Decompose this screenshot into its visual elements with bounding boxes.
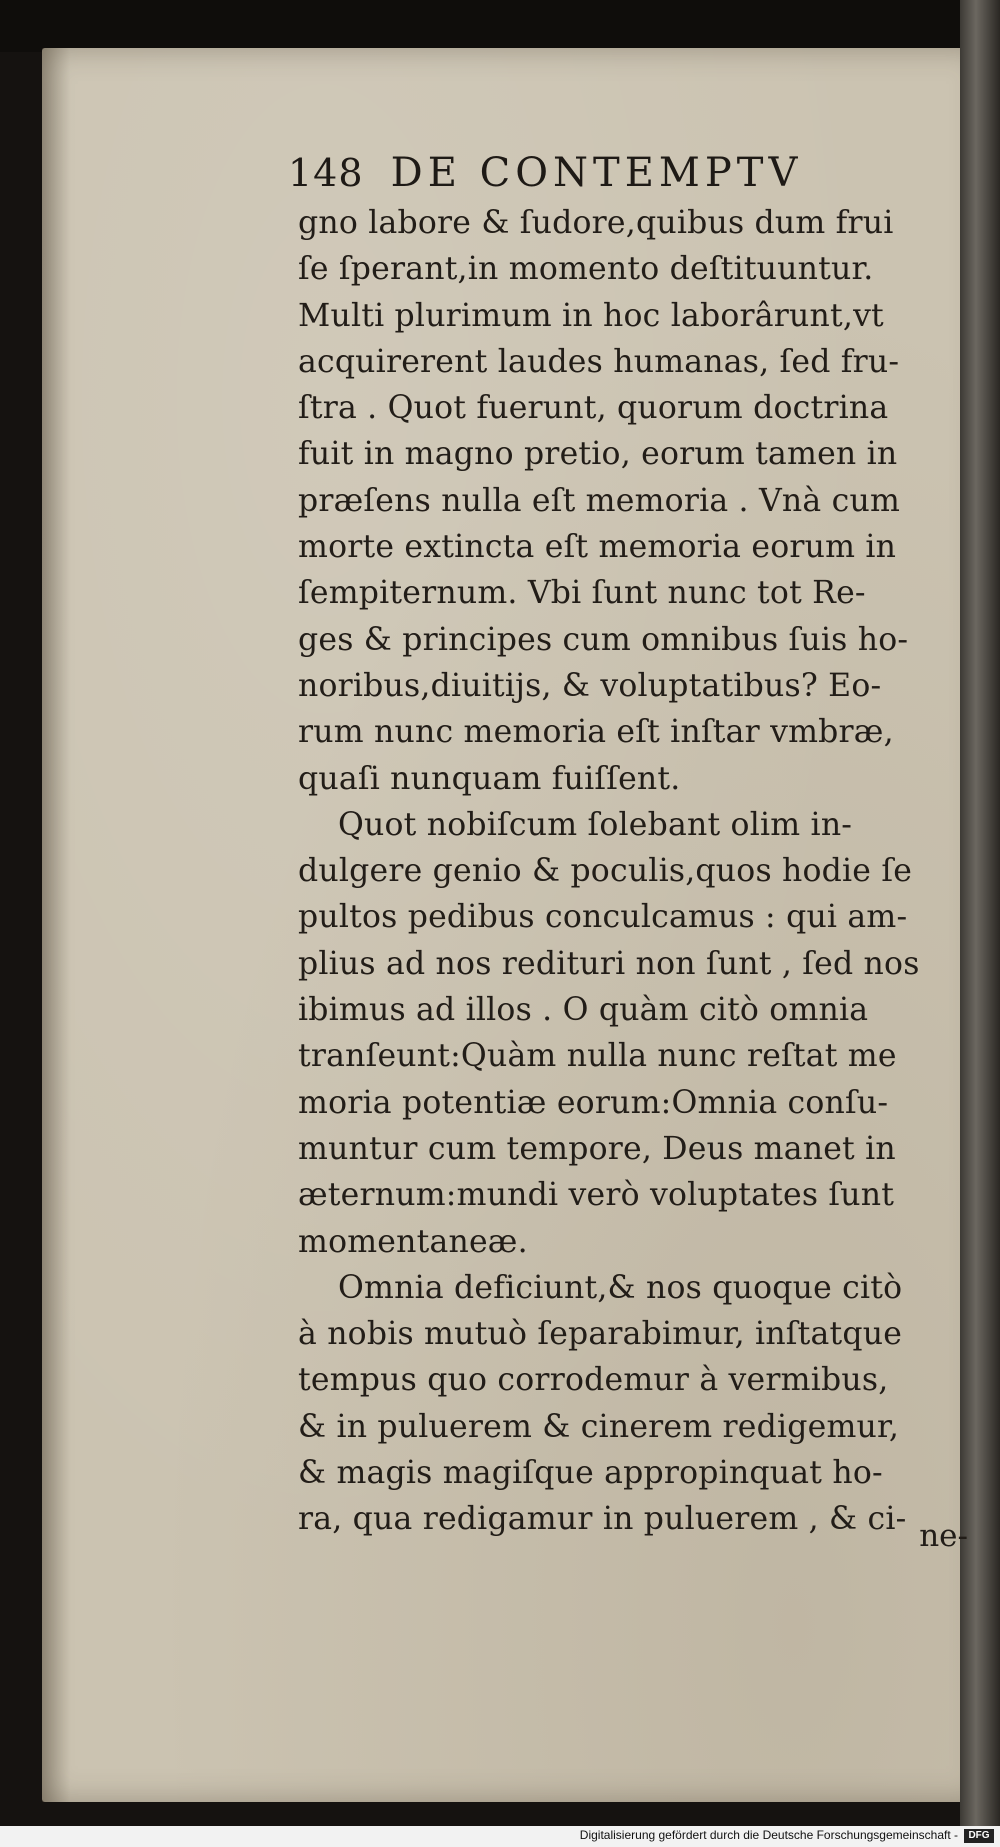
text-line: tempus quo corrodemur à vermibus, [298, 1362, 889, 1399]
catchword: ne- [919, 1518, 968, 1554]
text-line: & magis magiſque appropinquat ho- [298, 1455, 883, 1492]
text-line: morte extincta eſt memoria eorum in [298, 529, 897, 566]
text-line: ibimus ad illos . O quàm citò omnia [298, 992, 869, 1029]
text-line: præſens nulla eſt memoria . Vnà cum [298, 482, 901, 519]
text-line: ra, qua redigamur in puluerem , & ci- [298, 1501, 907, 1538]
funding-credit: Digitalisierung gefördert durch die Deutsche Forschungsgemeinschaft - [579, 1828, 958, 1842]
page-number: 148 [288, 151, 364, 195]
scan-top-edge [0, 0, 1000, 52]
text-line: ges & principes cum omnibus ſuis ho- [298, 621, 909, 658]
text-line: à nobis mutuò ſeparabimur, inſtatque [298, 1316, 903, 1353]
paragraph-start-line: Omnia deficiunt,& nos quoque citò [338, 1269, 903, 1306]
text-line: tranſeunt:Quàm nulla nunc reſtat me [298, 1038, 897, 1075]
text-line: gno labore & ſudore,quibus dum frui [298, 205, 894, 241]
dfg-logo: DFG [964, 1829, 994, 1843]
text-line: moria potentiæ eorum:Omnia conſu- [298, 1084, 889, 1121]
text-line: noribus,diuitijs, & voluptatibus? Eo- [298, 667, 882, 704]
text-line: ſe ſperant,in momento deſtituuntur. [298, 251, 874, 288]
text-line: pultos pedibus conculcamus : qui am- [298, 899, 908, 936]
text-line: ſempiternum. Vbi ſunt nunc tot Re- [298, 575, 866, 612]
text-line: quaſi nunquam fuiſſent. [298, 760, 681, 797]
text-line: plius ad nos redituri non ſunt , ſed nos [298, 945, 920, 982]
text-line: momentaneæ. [298, 1223, 528, 1260]
text-line: & in puluerem & cinerem redigemur, [298, 1408, 900, 1445]
body-text [298, 200, 978, 1543]
text-line: muntur cum tempore, Deus manet in [298, 1130, 896, 1167]
text-line: rum nunc memoria eſt inſtar vmbræ, [298, 714, 894, 751]
text-line: Multi plurimum in hoc laborârunt,vt [298, 297, 884, 334]
text-line: fuit in magno pretio, eorum tamen in [298, 436, 898, 473]
text-line: ſtra . Quot fuerunt, quorum doctrina [298, 390, 889, 427]
text-line: æternum:mundi verò voluptates ſunt [298, 1177, 895, 1214]
text-line: acquirerent laudes humanas, ſed fru- [298, 343, 900, 380]
text-line: dulgere genio & poculis,quos hodie ſe [298, 853, 913, 890]
page-gutter-shadow [42, 48, 70, 1802]
running-title: DE CONTEMPTV [390, 150, 803, 196]
paragraph-start-line: Quot nobiſcum ſolebant olim in- [338, 806, 853, 843]
